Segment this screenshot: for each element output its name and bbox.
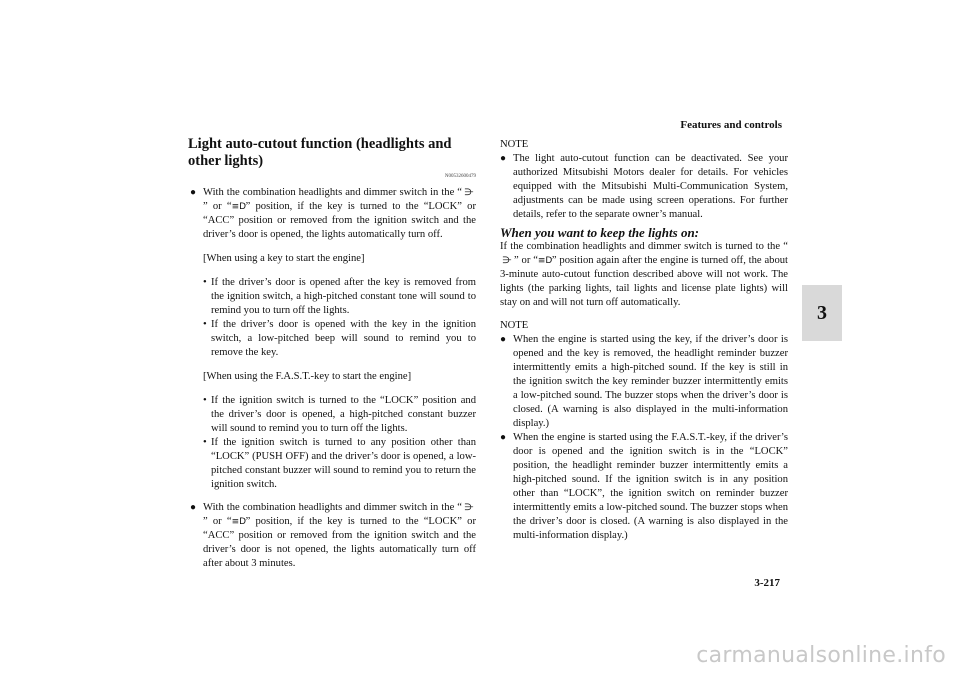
page-number: 3-217 xyxy=(754,577,780,589)
key-start-heading: [When using a key to start the engine] xyxy=(203,253,365,264)
parking-light-icon: ⋺ xyxy=(464,188,474,198)
running-header: Features and controls xyxy=(680,119,782,131)
section-tab: 3 xyxy=(802,285,842,341)
paragraph: If the combination headlights and dimmer switch is turned to the “⋺ ” or “≡D” position again after the engine is turned off, the about 3-minute auto-cutout function described above will not work. The lights (the parking lights, tail lights and license plate lights) will stay on and will not turn off automatically. xyxy=(500,241,788,308)
bullet-item: ● With the combination headlights and dimmer switch in the “ ⋺” or “≡D” position, if the key is turned to the “LOCK” or “ACC” position or removed from the ignition switch and the driver’s door is opened, the lights automatically turn off. xyxy=(190,187,476,240)
left-column xyxy=(188,136,476,571)
list-item: • If the driver’s door is opened with the key in the ignition switch, a low-pitched beep will sound to remind you to remove the key. xyxy=(203,319,476,358)
note-item: ● The light auto-cutout function can be deactivated. See your authorized Mitsubishi Motors dealer for details. For vehicles equipped with the Mitsubishi Multi-Communication System, adjustments can be made using screen operations. For further details, refer to the separate owner’s manual. xyxy=(500,153,788,220)
headlight-icon: ≡D xyxy=(231,517,247,527)
bullet-icon: ● xyxy=(500,334,507,345)
document-code: N00532600479 xyxy=(444,174,476,179)
bullet-icon: ● xyxy=(190,502,197,513)
watermark: carmanualsonline.info xyxy=(696,643,946,668)
subheading: When you want to keep the lights on: xyxy=(500,225,699,240)
bullet-item: ● With the combination headlights and dimmer switch in the “ ⋺” or “≡D” position, if the key is turned to the “LOCK” or “ACC” position or removed from the ignition switch and the driver’s door is not opened, the lights automatically turn off after about 3 minutes. xyxy=(190,502,476,569)
right-column xyxy=(500,138,788,543)
note-item: ● When the engine is started using the key, if the driver’s door is opened and the key is removed, the headlight reminder buzzer intermittently emits a high-pitched sound. If the key is still in the ignition switch the key reminder buzzer intermittently emits a low-pitched sound. The buzzer stops when the driver’s door is closed. (A warning is also displayed in the multi-information display.) xyxy=(500,334,788,429)
note-label: NOTE xyxy=(500,320,529,331)
fast-key-heading: [When using the F.A.S.T.-key to start the engine] xyxy=(203,371,412,382)
note-item: ● When the engine is started using the F.A.S.T.-key, if the driver’s door is opened and the ignition switch is in the “LOCK” position, the headlight reminder buzzer intermittently emits a high-pitched sound. If the ignition switch is in any position other than “LOCK”, the ignition switch on reminder buzzer intermittently emits a low-pitched sound. The buzzer stops when the driver’s door is closed. (A warning is also displayed in the multi-information display.) xyxy=(500,432,788,541)
headlight-icon: ≡D xyxy=(231,202,247,212)
key-start-block xyxy=(188,252,476,492)
bullet-icon: ● xyxy=(500,153,507,164)
section-title: Light auto-cutout function (headlights and other lights) xyxy=(188,136,452,169)
parking-light-icon: ⋺ xyxy=(502,256,512,266)
list-item: • If the driver’s door is opened after the key is removed from the ignition switch, a high-pitched constant tone will sound to remind you to turn off the lights. xyxy=(203,277,476,316)
list-item: • If the ignition switch is turned to the “LOCK” position and the driver’s door is opened, a high-pitched constant buzzer will sound to remind you to turn off the lights. xyxy=(203,395,476,434)
bullet-icon: ● xyxy=(500,432,507,443)
bullet-icon: ● xyxy=(190,187,197,198)
list-item: • If the ignition switch is turned to any position other than “LOCK” (PUSH OFF) and the driver’s door is opened, a low-pitched constant buzzer will sound to remind you to return the ignition switch. xyxy=(203,437,476,490)
parking-light-icon: ⋺ xyxy=(464,503,474,513)
note-label: NOTE xyxy=(500,139,529,150)
headlight-icon: ≡D xyxy=(537,256,553,266)
